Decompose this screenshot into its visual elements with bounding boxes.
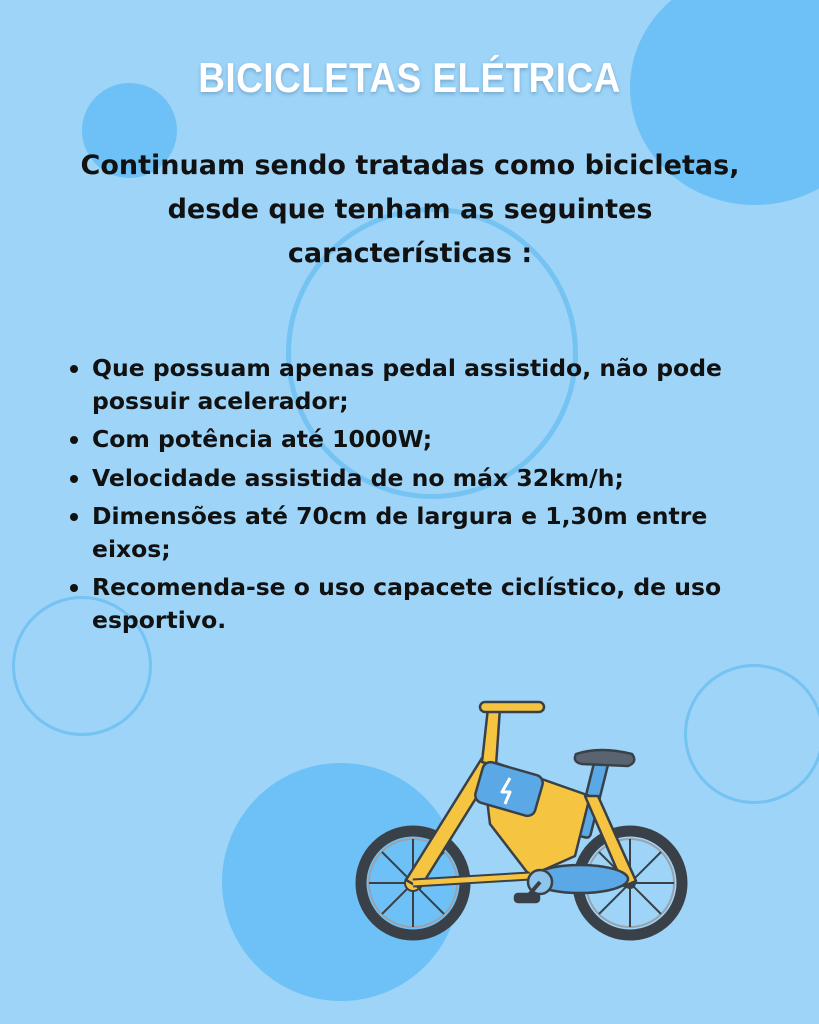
bullet-icon bbox=[70, 584, 78, 592]
subtitle: Continuam sendo tratadas como bicicletas, desde que tenham as seguintes características : bbox=[80, 150, 740, 269]
list-item-text: Dimensões até 70cm de largura e 1,30m entre eixos; bbox=[92, 502, 708, 563]
electric-bicycle-icon bbox=[350, 696, 690, 946]
list-item bbox=[66, 423, 766, 456]
list-item-text: Recomenda-se o uso capacete ciclístico, de uso esportivo. bbox=[92, 573, 722, 634]
bike-frame bbox=[406, 702, 636, 902]
feature-list bbox=[66, 352, 766, 642]
list-item-text: Velocidade assistida de no máx 32km/h; bbox=[92, 463, 624, 492]
list-item-text: Com potência até 1000W; bbox=[92, 425, 433, 453]
bullet-icon bbox=[70, 436, 78, 444]
decorative-ring-right bbox=[684, 664, 819, 804]
bullet-icon bbox=[70, 475, 78, 483]
list-item bbox=[66, 500, 766, 565]
list-item bbox=[66, 352, 766, 417]
list-item bbox=[66, 571, 766, 636]
bullet-icon bbox=[70, 513, 78, 521]
list-item bbox=[66, 462, 766, 495]
page-title: BICICLETAS ELÉTRICA bbox=[198, 54, 621, 101]
list-item-text: Que possuam apenas pedal assistido, não pode possuir acelerador; bbox=[92, 354, 722, 415]
bullet-icon bbox=[70, 365, 78, 373]
